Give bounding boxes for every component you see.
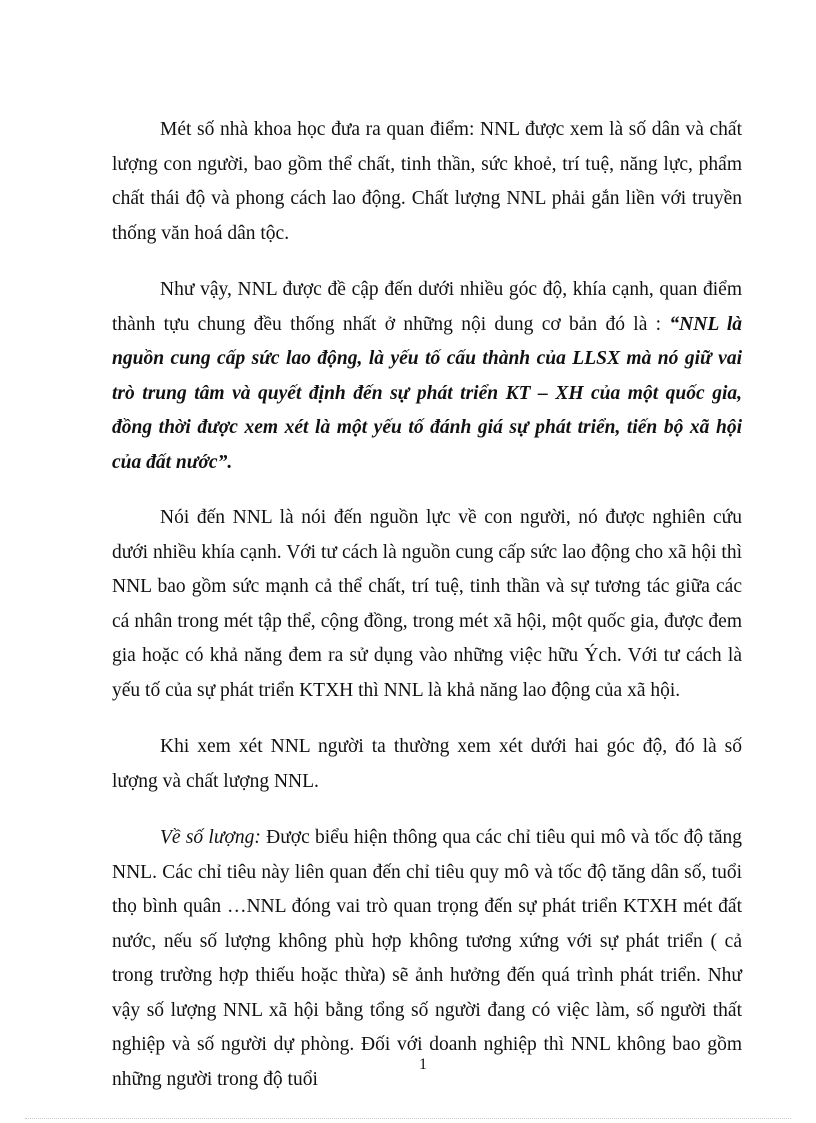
paragraph-text: Nói đến NNL là nói đến nguồn lực về con người, nó được nghiên cứu dưới nhiều khía cạnh. Với tư cách là nguồn cung cấp sức lao động cho xã hội thì NNL bao gồm sức mạnh cả thể chất, trí tuệ, tinh thần và sự tương tác giữa các cá nhân trong mét tập thể, cộng đồng, trong mét xã hội, một quốc gia, được đem gia hoặc có khả năng đem ra sử dụng vào những việc hữu Ých. Với tư cách là yếu tố của sự phát triển KTXH thì NNL là khả năng lao động của xã hội. <box>112 507 742 701</box>
emphasized-definition: “NNL là nguồn cung cấp sức lao động, là yếu tố cấu thành của LLSX mà nó giữ vai trò trung tâm và quyết định đến sự phát triển KT – XH của một quốc gia, đồng thời được xem xét là một yếu tố đánh giá sự phát triển, tiến bộ xã hội của đất nước”. <box>112 313 742 473</box>
paragraph-text: Được biểu hiện thông qua các chỉ tiêu qui mô và tốc độ tăng NNL. Các chỉ tiêu này liên quan đến chỉ tiêu quy mô và tốc độ tăng dân số, tuổi thọ bình quân …NNL đóng vai trò quan trọng đến sự phát triển KTXH mét đất nước, nếu số lượng không phù hợp không tương xứng với sự phát triển ( cả trong trường hợp thiếu hoặc thừa) sẽ ảnh hưởng đến quá trình phát triển. Như vậy số lượng NNL xã hội bằng tổng số người đang có việc làm, số người thất nghiệp và số người dự phòng. Đối với doanh nghiệp thì NNL không bao gồm những người trong độ tuổi <box>112 827 742 1090</box>
page-number: 1 <box>419 1056 427 1073</box>
paragraph-definition-quality <box>112 113 742 251</box>
paragraph-text: Khi xem xét NNL người ta thường xem xét dưới hai góc độ, đó là số lượng và chất lượng NNL. <box>112 736 742 792</box>
paragraph-text: Mét số nhà khoa học đưa ra quan điểm: NNL được xem là số dân và chất lượng con người, bao gồm thể chất, tinh thần, sức khoẻ, trí tuệ, năng lực, phẩm chất thái độ và phong cách lao động. Chất lượng NNL phải gắn liền với truyền thống văn hoá dân tộc. <box>112 119 742 244</box>
page-bottom-divider <box>25 1118 791 1119</box>
paragraph-human-resources <box>112 501 742 708</box>
paragraph-summary-definition <box>112 273 742 480</box>
paragraph-lead-text: Như vậy, NNL được đề cập đến dưới nhiều góc độ, khía cạnh, quan điểm thành tựu chung đều thống nhất ở những nội dung cơ bản đó là : <box>112 279 742 335</box>
paragraph-two-aspects <box>112 730 742 799</box>
document-body <box>112 113 742 1118</box>
quantity-label: Về số lượng: <box>160 827 261 848</box>
